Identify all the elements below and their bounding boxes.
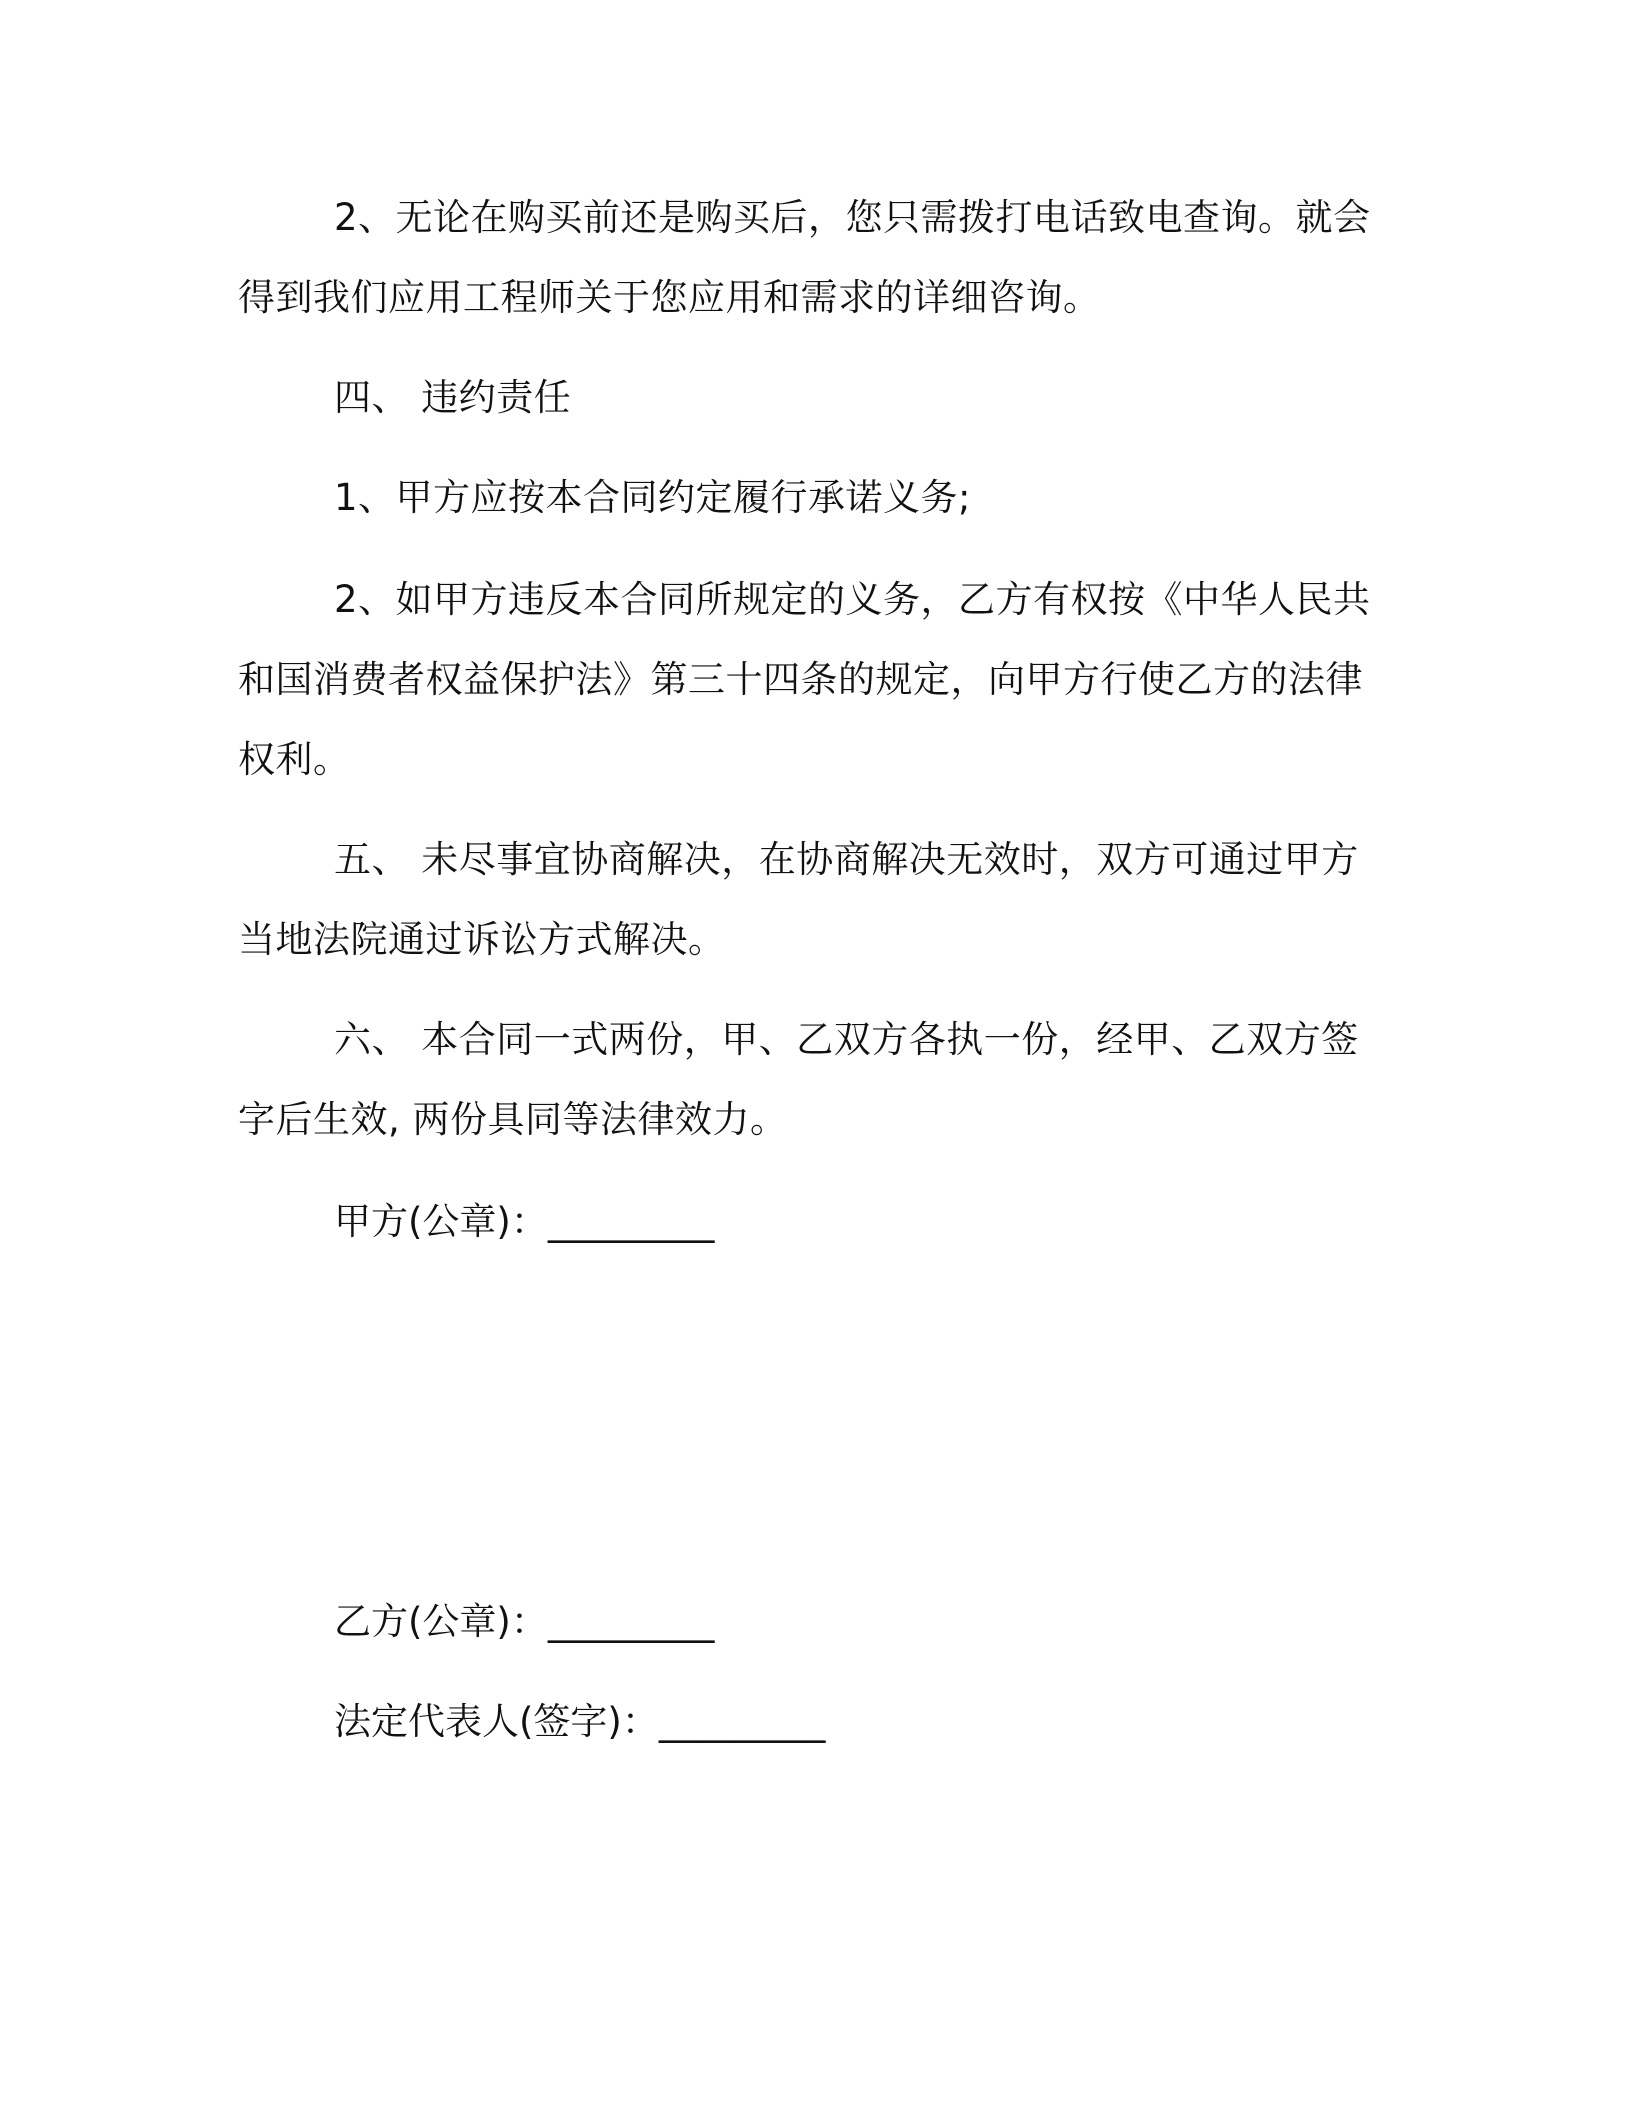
paragraph-copies-effect: 六、 本合同一式两份，甲、乙双方各执一份，经甲、乙双方签字后生效, 两份具同等法律效力。 xyxy=(238,1018,1359,1141)
signature-party-a: 甲方(公章)：_________ xyxy=(334,1200,715,1243)
paragraph-service-consultation: 2、无论在购买前还是购买后，您只需拨打电话致电查询。就会得到我们应用工程师关于您应用和需求的详细咨询。 xyxy=(238,196,1371,319)
signature-party-b: 乙方(公章)：_________ xyxy=(334,1600,715,1643)
heading-breach-liability: 四、 违约责任 xyxy=(334,376,572,419)
signature-legal-representative: 法定代表人(签字)：_________ xyxy=(334,1700,826,1743)
paragraph-party-a-obligation: 1、甲方应按本合同约定履行承诺义务; xyxy=(334,476,972,519)
paragraph-party-b-rights: 2、如甲方违反本合同所规定的义务，乙方有权按《中华人民共和国消费者权益保护法》第三十四条的规定，向甲方行使乙方的法律权利。 xyxy=(238,578,1371,781)
paragraph-dispute-resolution: 五、 未尽事宜协商解决，在协商解决无效时，双方可通过甲方当地法院通过诉讼方式解决。 xyxy=(238,838,1359,961)
